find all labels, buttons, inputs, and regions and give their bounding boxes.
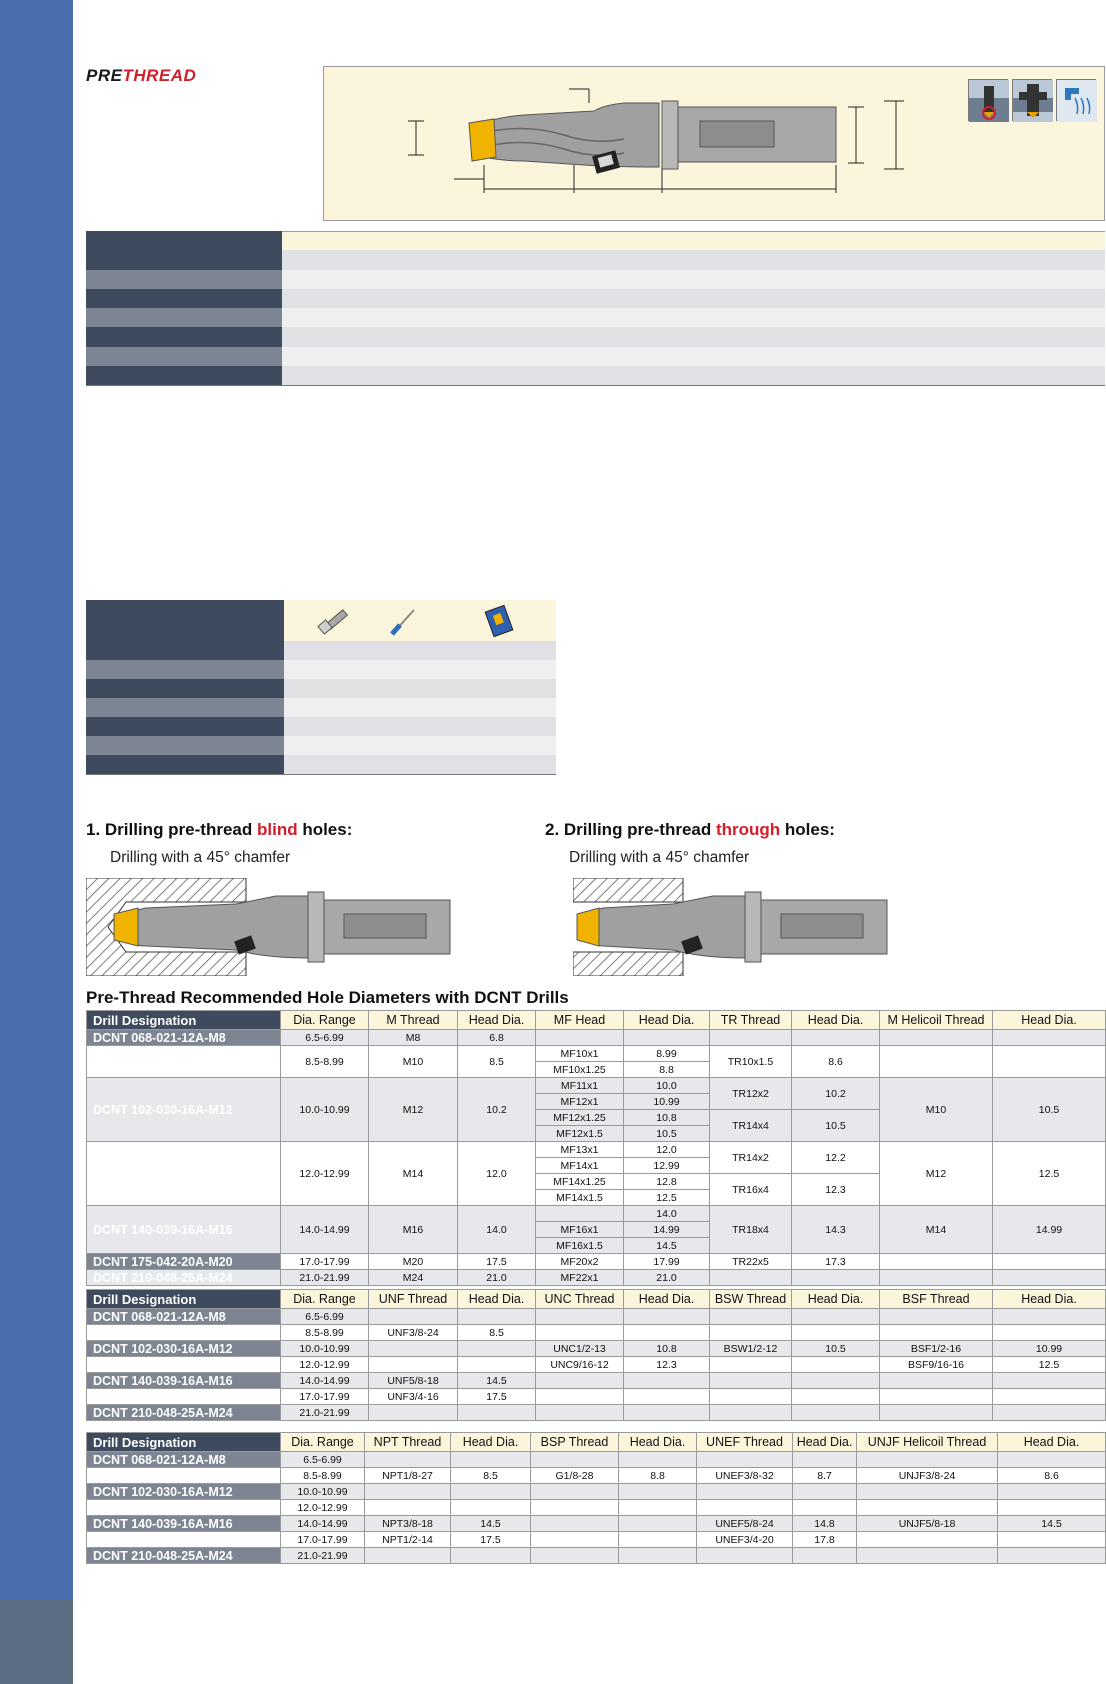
accessories-row bbox=[86, 660, 556, 679]
table-cell: 14.8 bbox=[793, 1516, 857, 1532]
through-hole-icon bbox=[1012, 79, 1052, 121]
table-cell bbox=[880, 1405, 993, 1421]
table-cell: UNEF5/8-24 bbox=[697, 1516, 793, 1532]
table-cell bbox=[451, 1548, 531, 1564]
table-row: MF12x1.25 10.8 TR14x4 10.5 bbox=[87, 1110, 1106, 1126]
table-cell: 8.5 bbox=[458, 1325, 536, 1341]
unified-thread-table bbox=[86, 1289, 1106, 1421]
table-cell: 12.3 bbox=[624, 1357, 710, 1373]
metric-thread-table bbox=[86, 1010, 1106, 1286]
table-cell: UNEF3/4-20 bbox=[697, 1532, 793, 1548]
table-cell: 10.0-10.99 bbox=[281, 1341, 369, 1357]
table-cell bbox=[857, 1532, 998, 1548]
table-cell: BSW1/2-12 bbox=[710, 1341, 792, 1357]
accessories-row bbox=[86, 679, 556, 698]
table-cell bbox=[619, 1548, 697, 1564]
table-cell bbox=[793, 1500, 857, 1516]
table-cell: 8.5 bbox=[451, 1468, 531, 1484]
table-cell: UNJF3/8-24 bbox=[857, 1468, 998, 1484]
drill-designation-cell: DCNT 120-035-16A-M14 bbox=[87, 1500, 281, 1516]
table-cell bbox=[710, 1309, 792, 1325]
table-cell: UNEF3/8-32 bbox=[697, 1468, 793, 1484]
table-cell bbox=[880, 1373, 993, 1389]
table-row bbox=[87, 1516, 1106, 1532]
table-cell: BSF1/2-16 bbox=[880, 1341, 993, 1357]
column-header: Dia. Range bbox=[281, 1290, 369, 1309]
table-row bbox=[87, 1341, 1106, 1357]
table-cell bbox=[624, 1373, 710, 1389]
table-row: DCNT 120-035-16A-M14 12.0-12.99 M14 12.0 MF13x1 12.0 TR14x2 12.2 M12 12.5 bbox=[87, 1142, 1106, 1158]
table-cell bbox=[619, 1516, 697, 1532]
table-header-row bbox=[87, 1290, 1106, 1309]
table-cell: 17.0-17.99 bbox=[281, 1389, 369, 1405]
drill-designation-cell: DCNT 102-030-16A-M12 bbox=[87, 1484, 281, 1500]
accessories-row bbox=[86, 736, 556, 755]
table-cell: NPT1/2-14 bbox=[365, 1532, 451, 1548]
accessories-table bbox=[86, 600, 556, 775]
table-cell bbox=[880, 1325, 993, 1341]
column-header: UNF Thread bbox=[369, 1290, 458, 1309]
table-cell: 12.0-12.99 bbox=[281, 1357, 369, 1373]
column-header: MF Head bbox=[536, 1011, 624, 1030]
table-row bbox=[87, 1452, 1106, 1468]
table-row bbox=[87, 1325, 1106, 1341]
drill-designation-cell: DCNT 085-026-12A-M10 bbox=[87, 1325, 281, 1341]
drill-designation-cell: DCNT 102-030-16A-M12 bbox=[87, 1341, 281, 1357]
column-header: Head Dia. bbox=[792, 1290, 880, 1309]
recommended-diameters-title: Pre-Thread Recommended Hole Diameters with DCNT Drills bbox=[86, 988, 569, 1007]
column-header: Head Dia. bbox=[451, 1433, 531, 1452]
screw-icon bbox=[318, 610, 347, 634]
column-header: Dia. Range bbox=[281, 1433, 365, 1452]
table-cell bbox=[458, 1309, 536, 1325]
section-2-title: 2. Drilling pre-thread through holes: bbox=[545, 820, 835, 839]
table-cell bbox=[993, 1309, 1106, 1325]
column-header: Drill Designation bbox=[87, 1290, 281, 1309]
table-cell bbox=[369, 1309, 458, 1325]
table-cell bbox=[451, 1452, 531, 1468]
table-row: DCNT 140-039-16A-M16 14.0-14.99 M16 14.0 14.0 TR18x4 14.3 M14 14.99 bbox=[87, 1206, 1106, 1222]
table-cell: UNF3/8-24 bbox=[369, 1325, 458, 1341]
table-cell bbox=[857, 1548, 998, 1564]
column-header: Drill Designation bbox=[87, 1011, 281, 1030]
table-cell bbox=[710, 1405, 792, 1421]
column-header: UNJF Helicoil Thread bbox=[857, 1433, 998, 1452]
table-cell: NPT1/8-27 bbox=[365, 1468, 451, 1484]
insert-icon bbox=[485, 605, 513, 636]
table-cell: 8.7 bbox=[793, 1468, 857, 1484]
table-cell bbox=[536, 1325, 624, 1341]
table-cell: UNF3/4-16 bbox=[369, 1389, 458, 1405]
table-row: MF16x1 14.99 bbox=[87, 1222, 1106, 1238]
table-cell bbox=[619, 1500, 697, 1516]
table-cell: 14.0-14.99 bbox=[281, 1516, 365, 1532]
table-cell: 14.5 bbox=[451, 1516, 531, 1532]
column-header: BSW Thread bbox=[710, 1290, 792, 1309]
table-cell: 14.0-14.99 bbox=[281, 1373, 369, 1389]
drill-designation-cell: DCNT 068-021-12A-M8 bbox=[87, 1309, 281, 1325]
spec-row bbox=[86, 308, 1105, 327]
table-cell bbox=[857, 1452, 998, 1468]
table-cell bbox=[365, 1484, 451, 1500]
table-cell bbox=[792, 1389, 880, 1405]
table-cell: 8.5-8.99 bbox=[281, 1325, 369, 1341]
table-row: DCNT 102-030-16A-M12 10.0-10.99 M12 10.2 MF11x1 10.0 TR12x2 10.2 M10 10.5 bbox=[87, 1078, 1106, 1094]
table-cell bbox=[880, 1389, 993, 1405]
table-cell bbox=[531, 1548, 619, 1564]
table-row: MF10x1.25 8.8 bbox=[87, 1062, 1106, 1078]
table-cell bbox=[536, 1309, 624, 1325]
table-cell: 12.0-12.99 bbox=[281, 1500, 365, 1516]
table-row: DCNT 175-042-20A-M20 17.0-17.99 M20 17.5 MF20x2 17.99 TR22x5 17.3 bbox=[87, 1254, 1106, 1270]
section-2-subtitle: Drilling with a 45° chamfer bbox=[569, 849, 750, 866]
table-cell bbox=[710, 1389, 792, 1405]
table-cell: 6.5-6.99 bbox=[281, 1309, 369, 1325]
table-cell: 10.0-10.99 bbox=[281, 1484, 365, 1500]
column-header: Head Dia. bbox=[998, 1433, 1106, 1452]
blind-hole-illustration bbox=[86, 878, 476, 976]
column-header: Head Dia. bbox=[624, 1011, 710, 1030]
table-cell bbox=[792, 1309, 880, 1325]
table-row: MF12x1.5 10.5 bbox=[87, 1126, 1106, 1142]
table-cell bbox=[369, 1357, 458, 1373]
table-row: MF14x1 12.99 bbox=[87, 1158, 1106, 1174]
table-cell bbox=[697, 1500, 793, 1516]
column-header: Head Dia. bbox=[792, 1011, 880, 1030]
column-header: UNEF Thread bbox=[697, 1433, 793, 1452]
column-header: NPT Thread bbox=[365, 1433, 451, 1452]
table-cell bbox=[531, 1484, 619, 1500]
table-cell: 17.0-17.99 bbox=[281, 1532, 365, 1548]
screwdriver-icon bbox=[392, 610, 414, 634]
table-cell: 21.0-21.99 bbox=[281, 1405, 369, 1421]
table-cell bbox=[365, 1452, 451, 1468]
table-cell bbox=[993, 1405, 1106, 1421]
drill-designation-cell: DCNT 085-026-12A-M10 bbox=[87, 1468, 281, 1484]
column-header: Head Dia. bbox=[993, 1290, 1106, 1309]
accessories-row bbox=[86, 641, 556, 660]
column-header: Head Dia. bbox=[458, 1290, 536, 1309]
table-cell: BSF9/16-16 bbox=[880, 1357, 993, 1373]
table-cell: 10.8 bbox=[624, 1341, 710, 1357]
table-cell: 12.5 bbox=[993, 1357, 1106, 1373]
table-cell: UNF5/8-18 bbox=[369, 1373, 458, 1389]
table-cell bbox=[710, 1357, 792, 1373]
table-row: DCNT 210-048-25A-M24 21.0-21.99 M24 21.0 MF22x1 21.0 bbox=[87, 1270, 1106, 1286]
table-cell bbox=[998, 1452, 1106, 1468]
table-cell: 6.5-6.99 bbox=[281, 1452, 365, 1468]
table-cell bbox=[624, 1325, 710, 1341]
table-cell bbox=[793, 1548, 857, 1564]
table-cell: UNC9/16-12 bbox=[536, 1357, 624, 1373]
table-cell bbox=[531, 1516, 619, 1532]
section-1-subtitle: Drilling with a 45° chamfer bbox=[110, 849, 291, 866]
column-header: TR Thread bbox=[710, 1011, 792, 1030]
table-cell bbox=[619, 1484, 697, 1500]
table-row bbox=[87, 1309, 1106, 1325]
sidebar-band bbox=[0, 0, 73, 1684]
table-row: MF12x1 10.99 bbox=[87, 1094, 1106, 1110]
table-cell bbox=[458, 1405, 536, 1421]
table-cell bbox=[998, 1484, 1106, 1500]
table-cell bbox=[536, 1373, 624, 1389]
column-header: Head Dia. bbox=[624, 1290, 710, 1309]
table-cell bbox=[710, 1325, 792, 1341]
table-cell bbox=[365, 1548, 451, 1564]
drill-designation-cell: DCNT 175-042-20A-M20 bbox=[87, 1532, 281, 1548]
accessories-row bbox=[86, 755, 556, 774]
table-cell: 8.6 bbox=[998, 1468, 1106, 1484]
column-header: M Helicoil Thread bbox=[880, 1011, 993, 1030]
table-cell bbox=[697, 1484, 793, 1500]
table-cell bbox=[451, 1500, 531, 1516]
table-row bbox=[87, 1468, 1106, 1484]
sidebar-footer bbox=[0, 1600, 73, 1684]
table-row bbox=[87, 1373, 1106, 1389]
table-row bbox=[87, 1405, 1106, 1421]
column-header: Drill Designation bbox=[87, 1433, 281, 1452]
drill-designation-cell: DCNT 140-039-16A-M16 bbox=[87, 1373, 281, 1389]
table-cell: 10.99 bbox=[993, 1341, 1106, 1357]
table-cell: 17.8 bbox=[793, 1532, 857, 1548]
table-cell bbox=[993, 1373, 1106, 1389]
table-cell bbox=[697, 1452, 793, 1468]
column-header: Head Dia. bbox=[993, 1011, 1106, 1030]
table-cell bbox=[458, 1357, 536, 1373]
table-cell bbox=[792, 1357, 880, 1373]
accessories-header bbox=[86, 600, 556, 641]
section-1-title: 1. Drilling pre-thread blind holes: bbox=[86, 820, 353, 839]
brand-logo: PRETHREAD bbox=[86, 66, 197, 85]
drill-designation-cell: DCNT 140-039-16A-M16 bbox=[87, 1516, 281, 1532]
column-header: BSP Thread bbox=[531, 1433, 619, 1452]
table-cell: 17.5 bbox=[451, 1532, 531, 1548]
table-row bbox=[87, 1357, 1106, 1373]
column-header: Head Dia. bbox=[458, 1011, 536, 1030]
spec-row bbox=[86, 366, 1105, 385]
table-cell: 8.8 bbox=[619, 1468, 697, 1484]
table-cell bbox=[792, 1373, 880, 1389]
accessories-row bbox=[86, 717, 556, 736]
table-row bbox=[87, 1500, 1106, 1516]
table-row: MF16x1.5 14.5 bbox=[87, 1238, 1106, 1254]
through-hole-illustration bbox=[573, 878, 933, 976]
table-cell bbox=[697, 1548, 793, 1564]
spec-row bbox=[86, 270, 1105, 289]
table-header-row bbox=[87, 1011, 1106, 1030]
column-header: BSF Thread bbox=[880, 1290, 993, 1309]
spec-row bbox=[86, 327, 1105, 346]
table-cell bbox=[793, 1452, 857, 1468]
table-row bbox=[87, 1532, 1106, 1548]
table-cell bbox=[710, 1373, 792, 1389]
column-header: M Thread bbox=[369, 1011, 458, 1030]
table-cell bbox=[880, 1309, 993, 1325]
table-cell: 14.5 bbox=[998, 1516, 1106, 1532]
table-cell bbox=[792, 1405, 880, 1421]
column-header: Head Dia. bbox=[619, 1433, 697, 1452]
table-cell bbox=[998, 1548, 1106, 1564]
table-cell bbox=[531, 1500, 619, 1516]
table-cell bbox=[793, 1484, 857, 1500]
table-cell bbox=[857, 1500, 998, 1516]
table-cell bbox=[458, 1341, 536, 1357]
table-cell bbox=[365, 1500, 451, 1516]
table-cell: NPT3/8-18 bbox=[365, 1516, 451, 1532]
column-header: UNC Thread bbox=[536, 1290, 624, 1309]
table-row bbox=[87, 1484, 1106, 1500]
blind-hole-icon bbox=[968, 79, 1008, 121]
spec-table bbox=[86, 231, 1105, 386]
tool-drawing bbox=[323, 66, 1105, 221]
table-cell bbox=[451, 1484, 531, 1500]
drill-designation-cell: DCNT 175-042-20A-M20 bbox=[87, 1389, 281, 1405]
pipe-thread-table bbox=[86, 1432, 1106, 1564]
table-cell bbox=[369, 1341, 458, 1357]
table-cell bbox=[998, 1500, 1106, 1516]
table-cell bbox=[624, 1309, 710, 1325]
table-cell bbox=[792, 1325, 880, 1341]
drill-designation-cell: DCNT 120-035-16A-M14 bbox=[87, 1357, 281, 1373]
accessory-icons bbox=[284, 600, 556, 641]
coolant-icon bbox=[1056, 79, 1096, 121]
spec-row bbox=[86, 250, 1105, 269]
column-header: Head Dia. bbox=[793, 1433, 857, 1452]
table-cell: 14.5 bbox=[458, 1373, 536, 1389]
table-cell bbox=[619, 1452, 697, 1468]
accessories-row bbox=[86, 698, 556, 717]
table-cell: UNJF5/8-18 bbox=[857, 1516, 998, 1532]
drill-designation-cell: DCNT 210-048-25A-M24 bbox=[87, 1548, 281, 1564]
drill-designation-cell: DCNT 210-048-25A-M24 bbox=[87, 1405, 281, 1421]
table-row: DCNT 085-026-12A-M10 8.5-8.99 M10 8.5 MF10x1 8.99 TR10x1.5 8.6 bbox=[87, 1046, 1106, 1062]
table-cell bbox=[993, 1325, 1106, 1341]
drill-designation-cell: DCNT 068-021-12A-M8 bbox=[87, 1452, 281, 1468]
spec-row bbox=[86, 347, 1105, 366]
table-cell bbox=[531, 1532, 619, 1548]
table-cell bbox=[536, 1389, 624, 1405]
table-cell: UNC1/2-13 bbox=[536, 1341, 624, 1357]
table-cell bbox=[531, 1452, 619, 1468]
table-cell bbox=[993, 1389, 1106, 1405]
table-cell bbox=[857, 1484, 998, 1500]
table-row: MF14x1.25 12.8 TR16x4 12.3 bbox=[87, 1174, 1106, 1190]
table-cell: G1/8-28 bbox=[531, 1468, 619, 1484]
table-header-row bbox=[87, 1433, 1106, 1452]
table-cell: 10.5 bbox=[792, 1341, 880, 1357]
table-row bbox=[87, 1389, 1106, 1405]
table-cell bbox=[998, 1532, 1106, 1548]
table-cell bbox=[624, 1405, 710, 1421]
table-cell: 21.0-21.99 bbox=[281, 1548, 365, 1564]
table-cell bbox=[536, 1405, 624, 1421]
table-cell bbox=[369, 1405, 458, 1421]
table-cell bbox=[619, 1532, 697, 1548]
table-cell: 17.5 bbox=[458, 1389, 536, 1405]
spec-header-row bbox=[86, 231, 1105, 250]
table-row: DCNT 068-021-12A-M8 6.5-6.99 M8 6.8 bbox=[87, 1030, 1106, 1046]
table-cell: 8.5-8.99 bbox=[281, 1468, 365, 1484]
table-row bbox=[87, 1548, 1106, 1564]
spec-row bbox=[86, 289, 1105, 308]
table-cell bbox=[624, 1389, 710, 1405]
table-row: MF14x1.5 12.5 bbox=[87, 1190, 1106, 1206]
column-header: Dia. Range bbox=[281, 1011, 369, 1030]
